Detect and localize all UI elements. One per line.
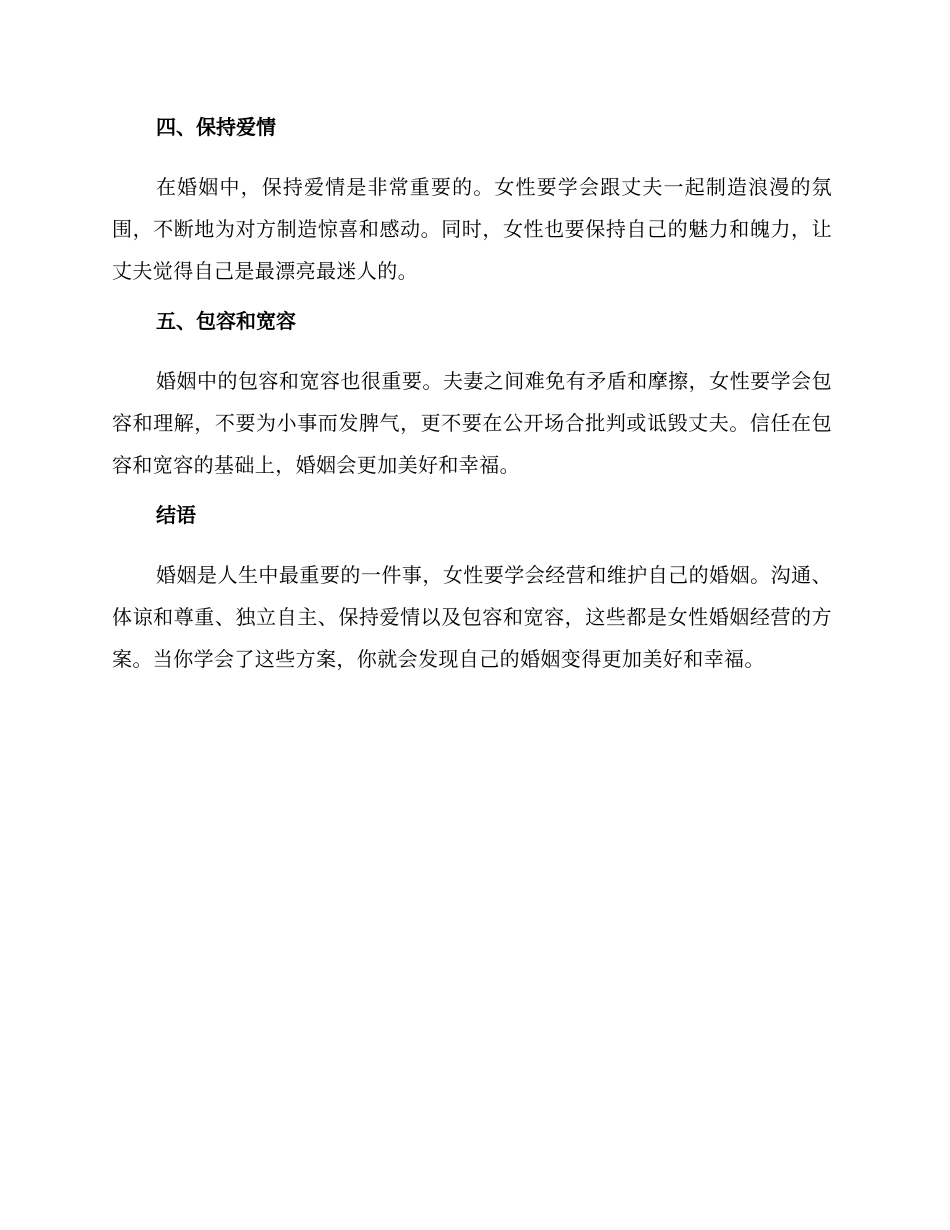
document-body [112,112,832,694]
section-heading-tolerance: 五、包容和宽容 [156,309,296,333]
section-heading-conclusion: 结语 [156,503,196,527]
section-paragraph-tolerance: 婚姻中的包容和宽容也很重要。夫妻之间难免有矛盾和摩擦，女性要学会包容和理解，不要为小事而发脾气，更不要在公开场合批判或诋毁丈夫。信任在包容和宽容的基础上，婚姻会更加美好和幸福。 [112,369,832,477]
section-paragraph-conclusion: 婚姻是人生中最重要的一件事，女性要学会经营和维护自己的婚姻。沟通、体谅和尊重、独立自主、保持爱情以及包容和宽容，这些都是女性婚姻经营的方案。当你学会了这些方案，你就会发现自己的婚姻变得更加美好和幸福。 [112,563,832,671]
section-paragraph-keep-love: 在婚姻中，保持爱情是非常重要的。女性要学会跟丈夫一起制造浪漫的氛围，不断地为对方制造惊喜和感动。同时，女性也要保持自己的魅力和魄力，让丈夫觉得自己是最漂亮最迷人的。 [112,175,832,283]
section-heading-keep-love: 四、保持爱情 [156,115,276,139]
